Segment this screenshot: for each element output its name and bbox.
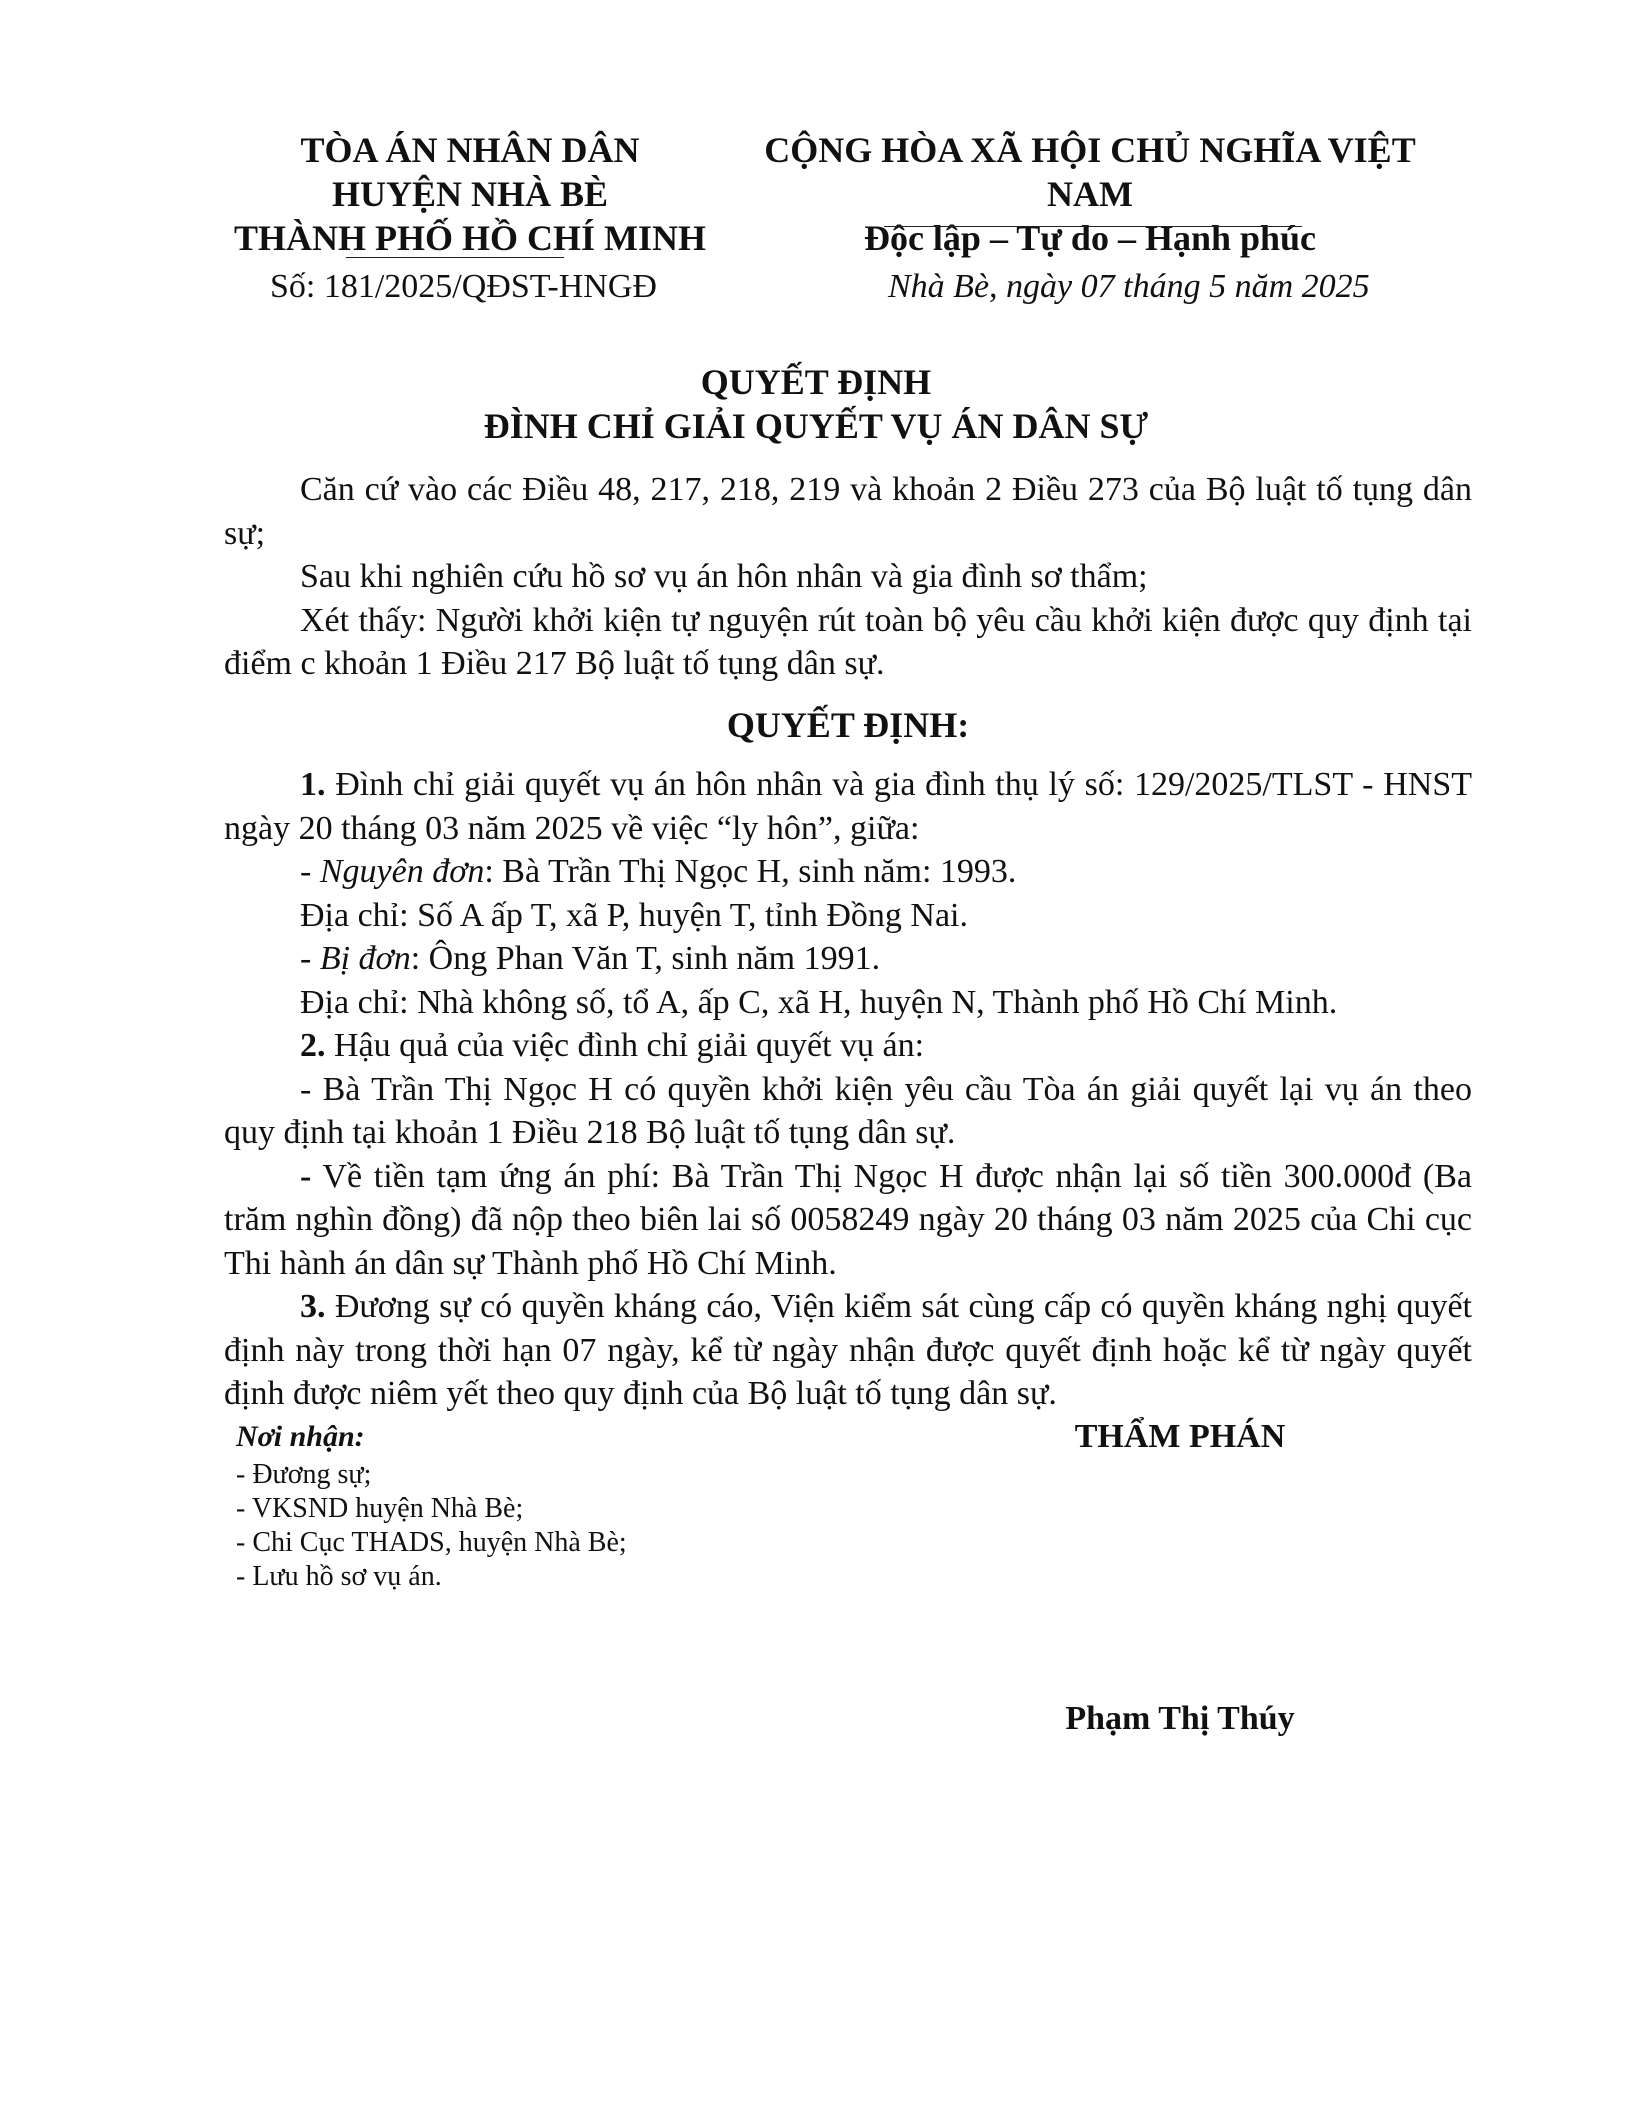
item-3-number: 3. xyxy=(300,1288,326,1325)
plaintiff-dash: - xyxy=(300,853,320,890)
national-motto: Độc lập – Tự do – Hạnh phúc xyxy=(863,218,1317,258)
item-2-text: Hậu quả của việc đình chỉ giải quyết vụ án: xyxy=(325,1027,925,1064)
item-2-consequence-2 xyxy=(224,1155,1472,1286)
item-1-number: 1. xyxy=(300,766,326,803)
plaintiff-label: Nguyên đơn xyxy=(319,853,485,890)
recipients-title: Nơi nhận: xyxy=(236,1420,365,1453)
country-name: CỘNG HÒA XÃ HỘI CHỦ NGHĨA VIỆT NAM xyxy=(764,130,1416,214)
preamble-finding: Xét thấy: Người khởi kiện tự nguyện rút toàn bộ yêu cầu khởi kiện được quy định tại điểm c khoản 1 Điều 217 Bộ luật tố tụng dân sự. xyxy=(224,601,1472,682)
court-name-block xyxy=(200,128,740,260)
document-body xyxy=(224,468,1472,1416)
document-title xyxy=(200,360,1432,448)
judge-title: THẨM PHÁN xyxy=(1074,1418,1286,1455)
court-name-line3: THÀNH PHỐ HỒ CHÍ MINH xyxy=(233,218,706,258)
item-2-consequence-2-text: Về tiền tạm ứng án phí: Bà Trần Thị Ngọc H được nhận lại số tiền 300.000đ (Ba trăm nghìn đồng) đã nộp theo biên lai số 0058249 ngày 20 tháng 03 năm 2025 của Chi cục Thi hành án dân sự Thành phố Hồ Chí Minh. xyxy=(224,1157,1472,1282)
court-name-line1: TÒA ÁN NHÂN DÂN xyxy=(300,130,640,170)
defendant-address: Địa chỉ: Nhà không số, tổ A, ấp C, xã H, huyện N, Thành phố Hồ Chí Minh. xyxy=(300,983,1338,1021)
motto-underline xyxy=(884,226,1302,227)
defendant-text: : Ông Phan Văn T, sinh năm 1991. xyxy=(410,940,881,977)
recipient-item: - Lưu hồ sơ vụ án. xyxy=(236,1561,442,1592)
item-2-consequence-2-dash: - xyxy=(300,1157,312,1195)
decision-number: Số: 181/2025/QĐST-HNGĐ xyxy=(270,268,657,305)
preamble-review: Sau khi nghiên cứu hồ sơ vụ án hôn nhân và gia đình sơ thẩm; xyxy=(300,558,1148,595)
issue-date: Nhà Bè, ngày 07 tháng 5 năm 2025 xyxy=(888,268,1370,305)
item-2-consequence-1: - Bà Trần Thị Ngọc H có quyền khởi kiện yêu cầu Tòa án giải quyết lại vụ án theo quy định tại khoản 1 Điều 218 Bộ luật tố tụng dân sự. xyxy=(224,1070,1472,1151)
item-2-number: 2. xyxy=(300,1027,326,1064)
item-2 xyxy=(224,1024,1472,1068)
title-line1: QUYẾT ĐỊNH xyxy=(700,362,932,402)
item-3 xyxy=(224,1285,1472,1416)
recipients-block xyxy=(236,1420,756,1594)
decision-heading: QUYẾT ĐỊNH: xyxy=(726,704,970,745)
item-1-text: Đình chỉ giải quyết vụ án hôn nhân và gia đình thụ lý số: 129/2025/TLST - HNST ngày 20 tháng 03 năm 2025 về việc “ly hôn”, giữa: xyxy=(224,766,1472,847)
defendant-line xyxy=(224,937,1472,981)
recipient-item: - Đương sự; xyxy=(236,1459,372,1490)
recipient-item: - VKSND huyện Nhà Bè; xyxy=(236,1493,524,1524)
preamble-legal-basis: Căn cứ vào các Điều 48, 217, 218, 219 và khoản 2 Điều 273 của Bộ luật tố tụng dân sự; xyxy=(224,471,1472,552)
item-1 xyxy=(224,763,1472,850)
item-3-text: Đương sự có quyền kháng cáo, Viện kiểm sát cùng cấp có quyền kháng nghị quyết định này trong thời hạn 07 ngày, kể từ ngày nhận được quyết định hoặc kể từ ngày quyết định được niêm yết theo quy định của Bộ luật tố tụng dân sự. xyxy=(224,1288,1472,1412)
court-name-line2: HUYỆN NHÀ BÈ xyxy=(331,174,609,214)
judge-name: Phạm Thị Thúy xyxy=(1065,1700,1295,1737)
defendant-dash: - xyxy=(300,940,320,977)
recipient-item: - Chi Cục THADS, huyện Nhà Bè; xyxy=(236,1527,627,1558)
plaintiff-address: Địa chỉ: Số A ấp T, xã P, huyện T, tỉnh Đồng Nai. xyxy=(300,896,968,934)
court-name-underline xyxy=(346,257,564,258)
plaintiff-text: : Bà Trần Thị Ngọc H, sinh năm: 1993. xyxy=(484,853,1017,890)
plaintiff-line xyxy=(224,850,1472,894)
title-line2: ĐÌNH CHỈ GIẢI QUYẾT VỤ ÁN DÂN SỰ xyxy=(483,406,1149,446)
national-motto-block xyxy=(720,128,1460,260)
defendant-label: Bị đơn xyxy=(319,940,411,977)
